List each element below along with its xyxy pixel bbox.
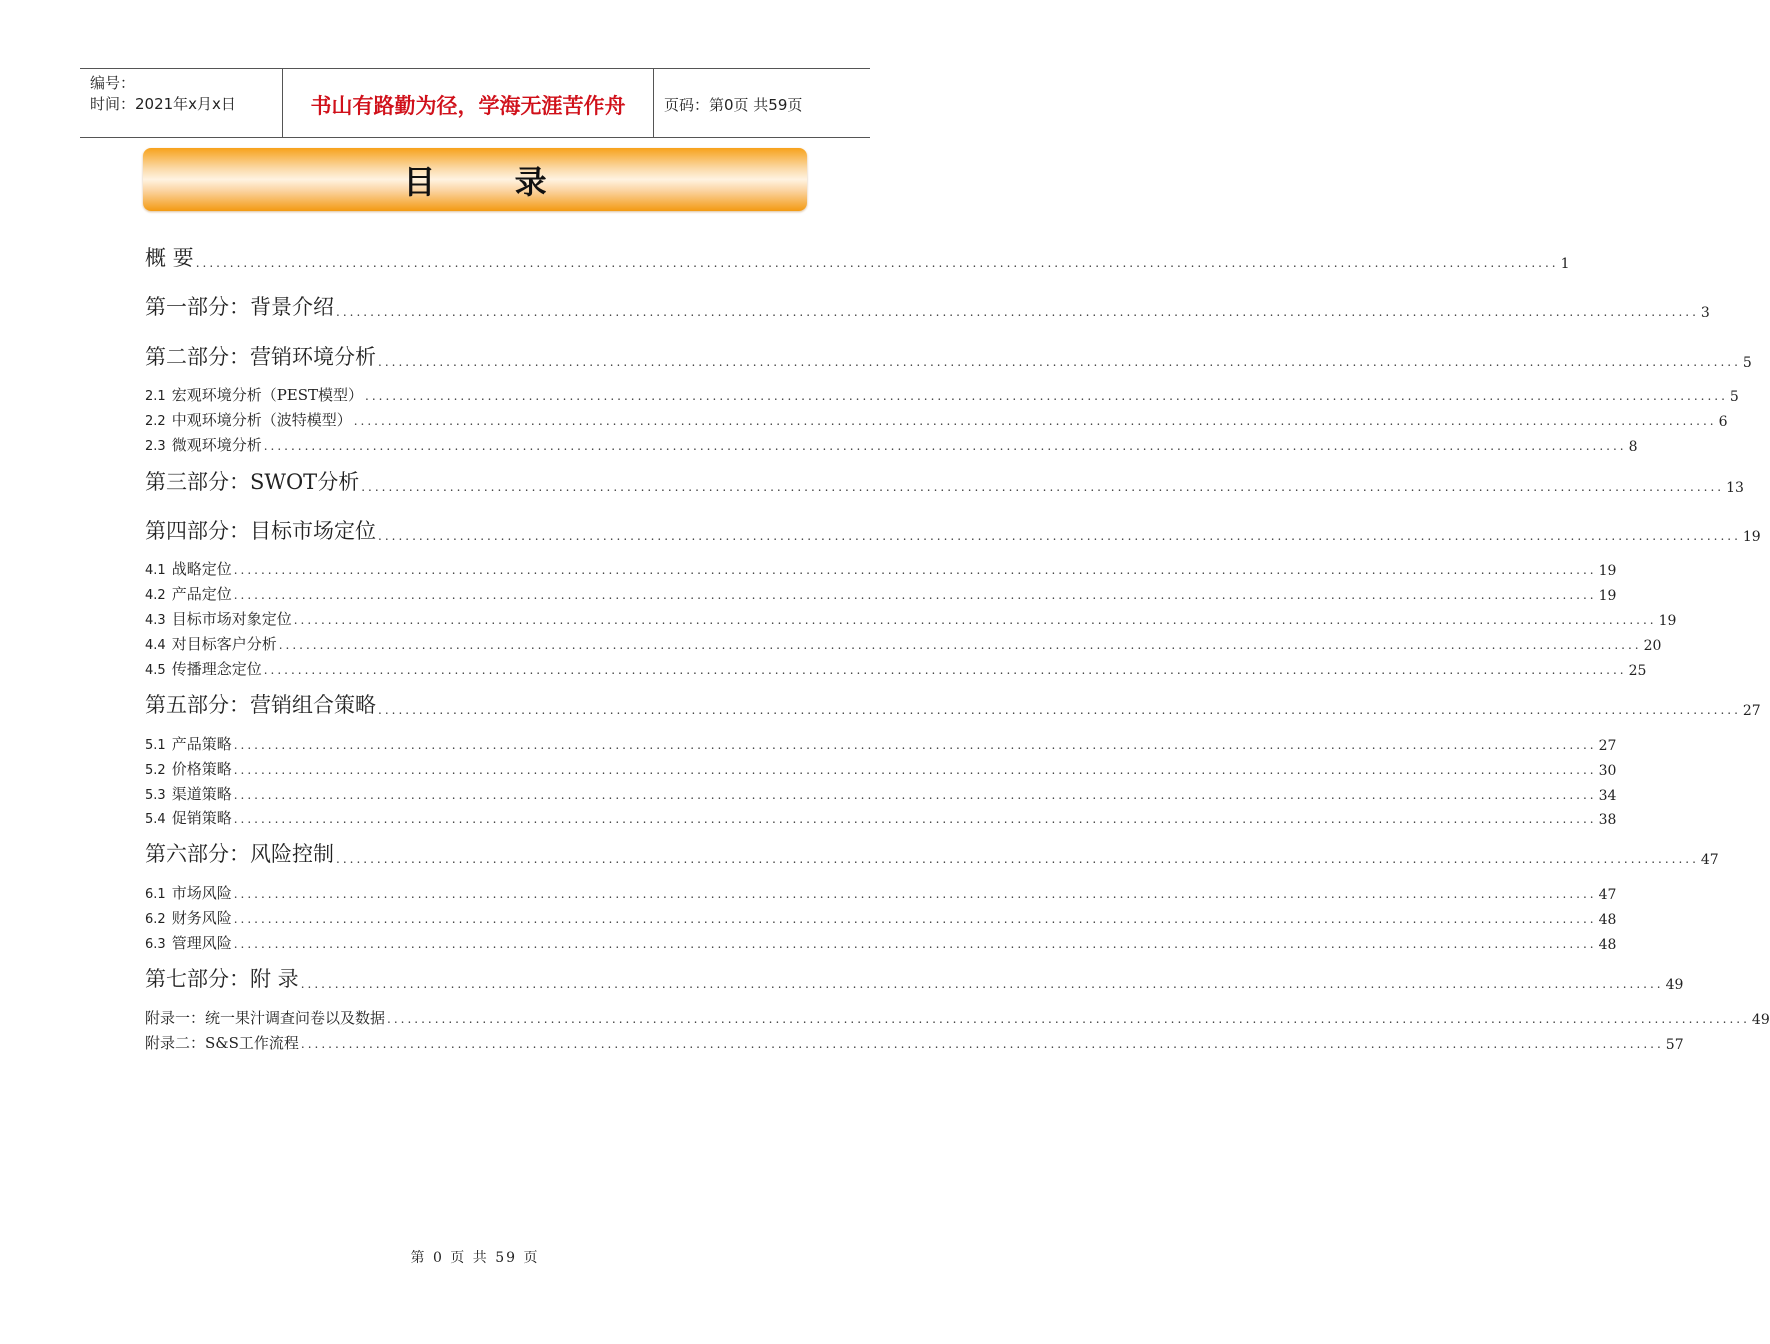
toc-leader-dots: ........................................................................................................................................................................................................ (233, 763, 1597, 777)
toc-entry[interactable] (145, 753, 1617, 779)
toc-entry-label (145, 689, 376, 719)
date-label: 时间：2021年x月x日 (90, 95, 236, 113)
toc-entry-title: 附录二：S&S工作流程 (145, 1034, 299, 1052)
toc-entry-title: 第三部分：SWOT分析 (145, 470, 360, 494)
toc-leader-dots: ........................................................................................................................................................................................................ (336, 305, 1699, 319)
toc-entry-title: 第四部分：目标市场定位 (145, 519, 376, 543)
toc-entry-page: 25 (1628, 663, 1647, 679)
toc-entry-number: 6.2 (145, 912, 166, 927)
toc-entry-title: 战略定位 (171, 560, 232, 578)
toc-entry[interactable] (145, 628, 1662, 654)
toc-leader-dots: ........................................................................................................................................................................................................ (300, 1037, 1664, 1051)
toc-leader-dots: ........................................................................................................................................................................................................ (263, 439, 1627, 453)
toc-entry[interactable] (145, 1002, 1770, 1028)
toc-entry-page: 8 (1628, 439, 1638, 455)
toc-leader-dots: ........................................................................................................................................................................................................ (233, 912, 1597, 926)
toc-entry[interactable] (145, 967, 1684, 993)
toc-entry-label (145, 838, 334, 868)
toc-entry[interactable] (145, 519, 1761, 545)
toc-entry-label (145, 907, 232, 928)
toc-leader-dots: ........................................................................................................................................................................................................ (378, 355, 1741, 369)
toc-entry-title: 中观环境分析（波特模型） (171, 411, 352, 429)
toc-entry-label (145, 733, 232, 754)
toc-entry[interactable] (145, 295, 1710, 321)
toc-leader-dots: ........................................................................................................................................................................................................ (233, 588, 1597, 602)
toc-title-banner: 目 录 (143, 148, 807, 211)
header-page-info: 页码：第0页 共59页 (664, 95, 803, 114)
toc-entry-page: 47 (1598, 887, 1617, 903)
toc-entry-number: 4.5 (145, 663, 166, 678)
document-header (80, 68, 870, 138)
toc-leader-dots: ........................................................................................................................................................................................................ (300, 977, 1664, 991)
toc-entry-page: 47 (1700, 852, 1719, 868)
toc-entry-label (145, 783, 232, 804)
toc-leader-dots: ........................................................................................................................................................................................................ (365, 389, 1728, 403)
toc-entry-title: 促销策略 (171, 809, 232, 827)
toc-entry-label (145, 1032, 299, 1053)
toc-leader-dots: ........................................................................................................................................................................................................ (233, 812, 1597, 826)
toc-entry[interactable] (145, 553, 1617, 579)
toc-entry-label (145, 341, 376, 371)
toc-entry-page: 27 (1598, 738, 1617, 754)
toc-entry-label (145, 434, 262, 455)
toc-entry-page: 20 (1643, 638, 1662, 654)
toc-entry-title: 概 要 (145, 246, 194, 270)
toc-entry-number: 5.2 (145, 763, 166, 778)
toc-leader-dots: ........................................................................................................................................................................................................ (361, 480, 1725, 494)
toc-entry[interactable] (145, 877, 1617, 903)
toc-leader-dots: ........................................................................................................................................................................................................ (233, 937, 1597, 951)
toc-leader-dots: ........................................................................................................................................................................................................ (378, 703, 1741, 717)
toc-entry-page: 48 (1598, 937, 1617, 953)
toc-entry-label (145, 242, 194, 272)
toc-entry[interactable] (145, 603, 1677, 629)
toc-entry-number: 4.3 (145, 613, 166, 628)
toc-entry-number: 5.1 (145, 738, 166, 753)
toc-entry-title: 附录一：统一果汁调查问卷以及数据 (145, 1009, 386, 1027)
toc-entry-number: 6.3 (145, 937, 166, 952)
toc-entry-title: 价格策略 (171, 760, 232, 778)
toc-entry-title: 市场风险 (171, 884, 232, 902)
toc-entry[interactable] (145, 693, 1761, 719)
toc-entry-title: 传播理念定位 (171, 660, 262, 678)
toc-entry[interactable] (145, 246, 1570, 272)
toc-entry-label (145, 558, 232, 579)
toc-entry-label (145, 291, 334, 321)
toc-entry-label (145, 758, 232, 779)
toc-entry-page: 57 (1665, 1037, 1684, 1053)
toc-entry-title: 第一部分：背景介绍 (145, 295, 334, 319)
toc-entry-page: 19 (1742, 529, 1761, 545)
toc-entry-title: 产品策略 (171, 735, 232, 753)
toc-leader-dots: ........................................................................................................................................................................................................ (233, 788, 1597, 802)
toc-entry[interactable] (145, 653, 1647, 679)
toc-entry-title: 管理风险 (171, 934, 232, 952)
toc-entry-label (145, 932, 232, 953)
toc-entry-label (145, 583, 232, 604)
toc-entry[interactable] (145, 470, 1744, 496)
toc-entry-label (145, 882, 232, 903)
toc-entry[interactable] (145, 842, 1719, 868)
toc-entry-page: 34 (1598, 788, 1617, 804)
toc-leader-dots: ........................................................................................................................................................................................................ (233, 563, 1597, 577)
toc-entry[interactable] (145, 379, 1739, 405)
toc-leader-dots: ........................................................................................................................................................................................................ (263, 663, 1627, 677)
toc-entry-page: 5 (1729, 389, 1739, 405)
toc-entry[interactable] (145, 728, 1617, 754)
toc-entry-number: 5.3 (145, 788, 166, 803)
toc-entry-page: 38 (1598, 812, 1617, 828)
toc-entry[interactable] (145, 578, 1617, 604)
toc-entry-title: 目标市场对象定位 (171, 610, 292, 628)
toc-entry-label (145, 384, 363, 405)
toc-entry-title: 宏观环境分析（PEST模型） (171, 386, 364, 404)
toc-entry-title: 第六部分：风险控制 (145, 842, 334, 866)
toc-entry-title: 对目标客户分析 (171, 635, 277, 653)
toc-entry-number: 4.4 (145, 638, 166, 653)
toc-entry-page: 48 (1598, 912, 1617, 928)
toc-entry-number: 4.1 (145, 563, 166, 578)
toc-entry-page: 1 (1560, 256, 1570, 272)
toc-leader-dots: ........................................................................................................................................................................................................ (293, 613, 1657, 627)
toc-leader-dots: ........................................................................................................................................................................................................ (233, 887, 1597, 901)
toc-entry-number: 6.1 (145, 887, 166, 902)
toc-leader-dots: ........................................................................................................................................................................................................ (233, 738, 1597, 752)
toc-entry-title: 第二部分：营销环境分析 (145, 345, 376, 369)
toc-entry-page: 49 (1665, 977, 1684, 993)
toc-entry-title: 财务风险 (171, 909, 232, 927)
toc-entry-label (145, 608, 292, 629)
toc-entry-label (145, 807, 232, 828)
toc-entry-number: 2.3 (145, 439, 166, 454)
toc-entry-page: 6 (1718, 414, 1728, 430)
toc-entry-label (145, 515, 376, 545)
toc-entry-number: 2.2 (145, 414, 166, 429)
toc-leader-dots: ........................................................................................................................................................................................................ (195, 256, 1559, 270)
toc-entry[interactable] (145, 404, 1728, 430)
toc-leader-dots: ........................................................................................................................................................................................................ (353, 414, 1717, 428)
header-motto: 书山有路勤为径，学海无涯苦作舟 (282, 69, 654, 137)
toc-entry[interactable] (145, 429, 1638, 455)
toc-entry[interactable] (145, 778, 1617, 804)
toc-entry-number: 2.1 (145, 389, 166, 404)
header-meta (80, 69, 282, 137)
toc-entry-number: 5.4 (145, 812, 166, 827)
toc-entry-label (145, 1007, 385, 1028)
toc-entry[interactable] (145, 902, 1617, 928)
toc-entry-title: 第五部分：营销组合策略 (145, 693, 376, 717)
toc-entry-page: 30 (1598, 763, 1617, 779)
toc-entry-number: 4.2 (145, 588, 166, 603)
toc-entry[interactable] (145, 802, 1617, 828)
toc-entry-page: 19 (1598, 588, 1617, 604)
serial-label: 编号： (90, 74, 136, 92)
page-footer: 第 0 页 共 59 页 (410, 1250, 540, 1266)
toc-entry[interactable] (145, 1027, 1684, 1053)
toc-entry-page: 19 (1598, 563, 1617, 579)
toc-entry[interactable] (145, 345, 1752, 371)
toc-entry-page: 3 (1700, 305, 1710, 321)
toc-entry-page: 27 (1742, 703, 1761, 719)
toc-entry-page: 13 (1726, 480, 1744, 496)
toc-leader-dots: ........................................................................................................................................................................................................ (336, 852, 1699, 866)
toc-entry[interactable] (145, 927, 1617, 953)
toc-entry-page: 19 (1658, 613, 1677, 629)
toc-entry-page: 49 (1751, 1012, 1770, 1028)
toc-entry-label (145, 658, 262, 679)
toc-entry-label (145, 409, 352, 430)
toc-entry-page: 5 (1742, 355, 1752, 371)
toc-entry-title: 第七部分：附 录 (145, 967, 299, 991)
toc-leader-dots: ........................................................................................................................................................................................................ (378, 529, 1741, 543)
toc-entry-title: 微观环境分析 (171, 436, 262, 454)
toc-entry-title: 产品定位 (171, 585, 232, 603)
toc-entry-title: 渠道策略 (171, 785, 232, 803)
toc-entry-label (145, 963, 299, 993)
toc-entry-label (145, 466, 359, 496)
toc-leader-dots: ........................................................................................................................................................................................................ (387, 1012, 1750, 1026)
toc-leader-dots: ........................................................................................................................................................................................................ (278, 638, 1642, 652)
toc-entry-label (145, 633, 277, 654)
